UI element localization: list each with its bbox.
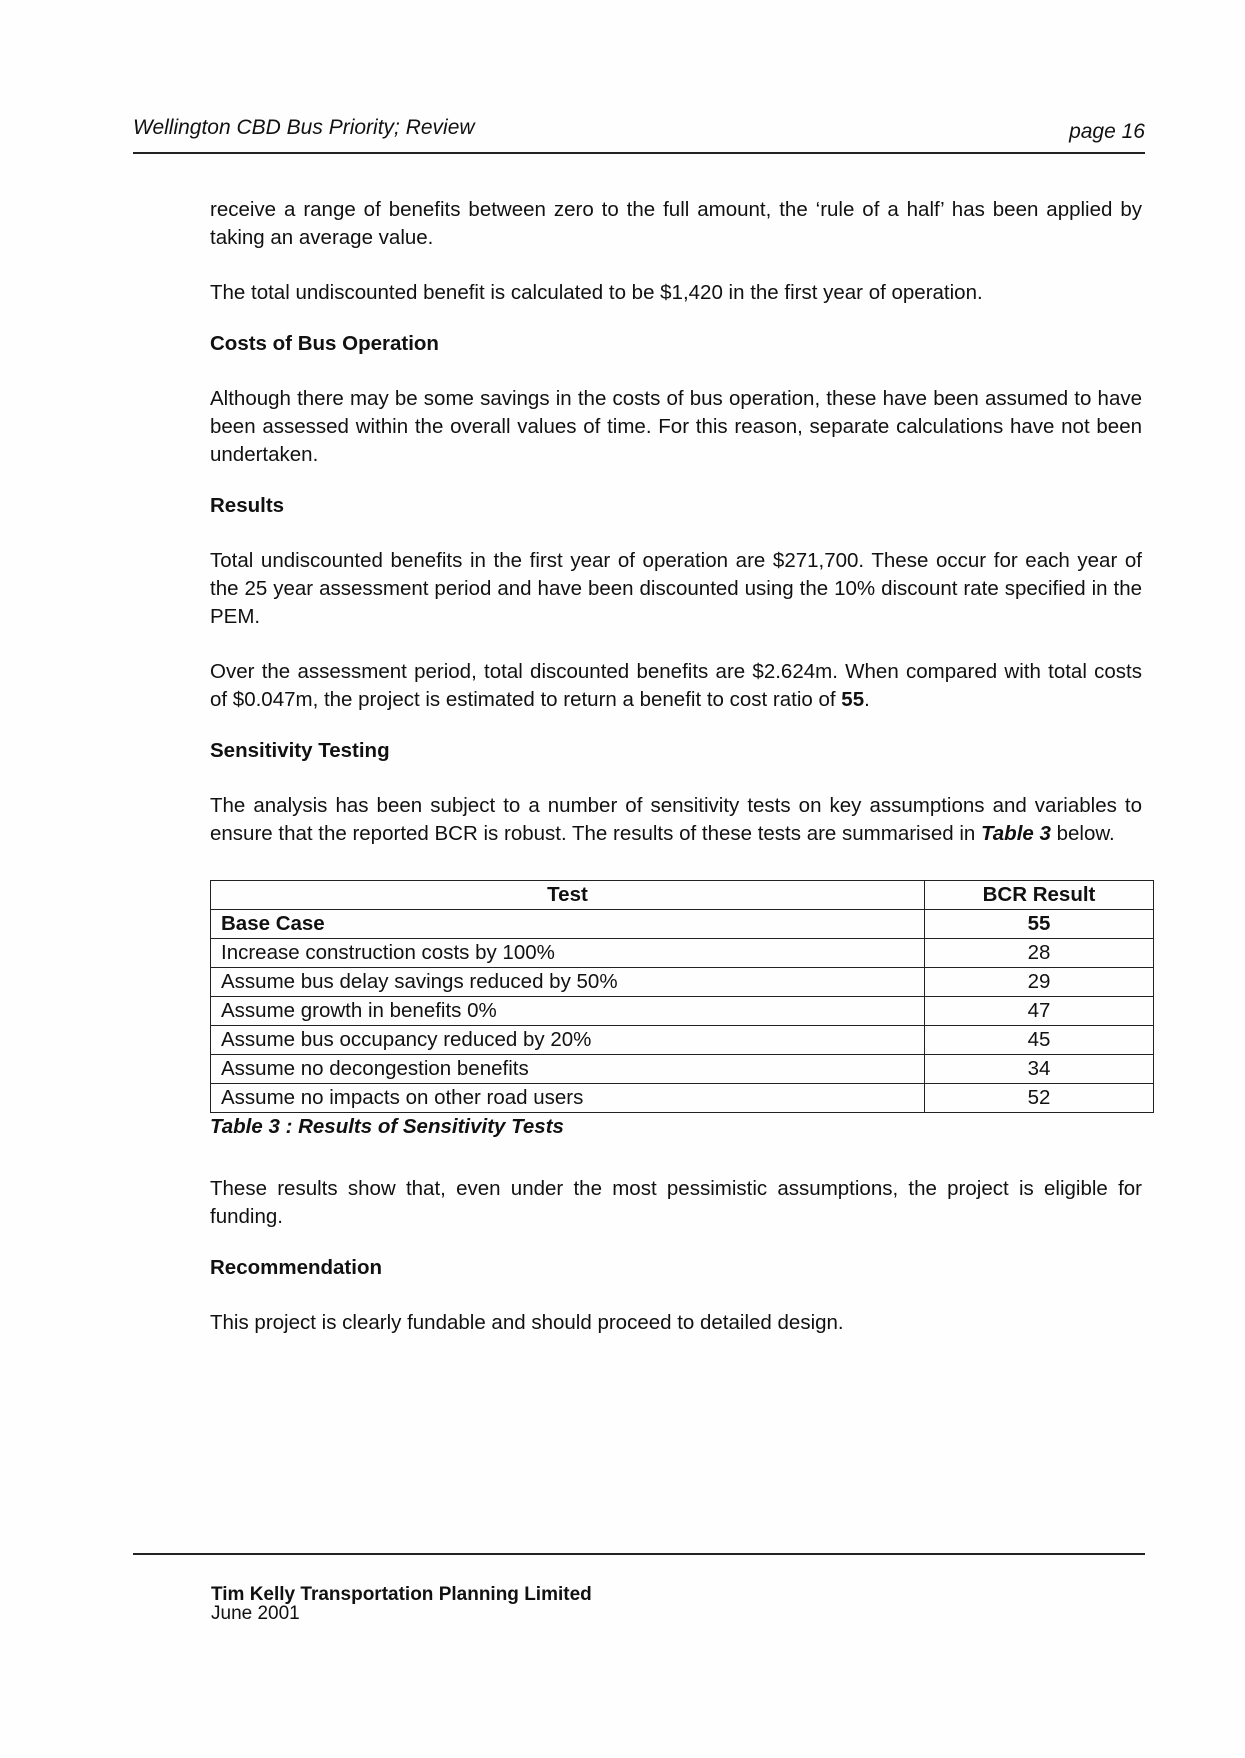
table-row <box>211 910 1154 939</box>
bcr-cell: 28 <box>925 939 1154 968</box>
section-heading-recommendation: Recommendation <box>210 1256 382 1279</box>
footer-rule <box>133 1553 1145 1555</box>
test-cell: Assume no impacts on other road users <box>211 1084 925 1113</box>
table-row <box>211 1026 1154 1055</box>
text: below. <box>1050 822 1115 845</box>
test-cell: Base Case <box>211 910 925 939</box>
page-footer <box>211 1585 592 1623</box>
table-caption: Table 3 : Results of Sensitivity Tests <box>210 1115 564 1138</box>
text: The analysis has been subject to a number of sensitivity tests on key assumptions and variables to ensure that the reported BCR is robust. The results of these tests are summarised in <box>210 794 1142 845</box>
bcr-cell: 47 <box>925 997 1154 1026</box>
footer-date: June 2001 <box>211 1603 300 1624</box>
section-heading-results: Results <box>210 494 285 517</box>
paragraph: Total undiscounted benefits in the first year of operation are $271,700. These occur for each year of the 25 year assessment period and have been discounted using the 10% discount rate specified in the PEM. <box>210 549 1142 628</box>
paragraph: These results show that, even under the most pessimistic assumptions, the project is eligible for funding. <box>210 1177 1142 1228</box>
paragraph: The total undiscounted benefit is calculated to be $1,420 in the first year of operation. <box>210 281 983 304</box>
paragraph: This project is clearly fundable and should proceed to detailed design. <box>210 1311 844 1334</box>
bcr-cell: 45 <box>925 1026 1154 1055</box>
document-body <box>210 196 1142 1337</box>
header-rule <box>133 152 1145 154</box>
text: Over the assessment period, total discounted benefits are $2.624m. When compared with total costs of $0.047m, the project is estimated to return a benefit to cost ratio of <box>210 660 1142 711</box>
column-header-test: Test <box>211 881 925 910</box>
bcr-cell: 29 <box>925 968 1154 997</box>
test-cell: Assume bus delay savings reduced by 50% <box>211 968 925 997</box>
paragraph: Although there may be some savings in the costs of bus operation, these have been assumed to have been assessed within the overall values of time. For this reason, separate calculations have not been undertaken. <box>210 387 1142 466</box>
page-header <box>133 116 1145 146</box>
bcr-value: 55 <box>841 688 865 711</box>
document-title: Wellington CBD Bus Priority; Review <box>133 116 475 139</box>
table-reference: Table 3 <box>981 822 1051 845</box>
sensitivity-table <box>210 880 1154 1113</box>
text: . <box>864 688 870 711</box>
table-row <box>211 1084 1154 1113</box>
paragraph: receive a range of benefits between zero to the full amount, the ‘rule of a half’ has been applied by taking an average value. <box>210 198 1142 249</box>
test-cell: Assume bus occupancy reduced by 20% <box>211 1026 925 1055</box>
table-row <box>211 1055 1154 1084</box>
table-row <box>211 997 1154 1026</box>
page-number: page 16 <box>1069 120 1145 143</box>
bcr-cell: 52 <box>925 1084 1154 1113</box>
section-heading-costs: Costs of Bus Operation <box>210 332 439 355</box>
test-cell: Assume no decongestion benefits <box>211 1055 925 1084</box>
section-heading-sensitivity: Sensitivity Testing <box>210 739 390 762</box>
test-cell: Increase construction costs by 100% <box>211 939 925 968</box>
table-row <box>211 939 1154 968</box>
table-header-row <box>211 881 1154 910</box>
column-header-bcr: BCR Result <box>925 881 1154 910</box>
company-name: Tim Kelly Transportation Planning Limited <box>211 1584 592 1605</box>
test-cell: Assume growth in benefits 0% <box>211 997 925 1026</box>
table-row <box>211 968 1154 997</box>
bcr-cell: 34 <box>925 1055 1154 1084</box>
paragraph <box>210 658 1142 714</box>
table-container <box>210 880 1142 1141</box>
paragraph <box>210 792 1142 848</box>
bcr-cell: 55 <box>925 910 1154 939</box>
